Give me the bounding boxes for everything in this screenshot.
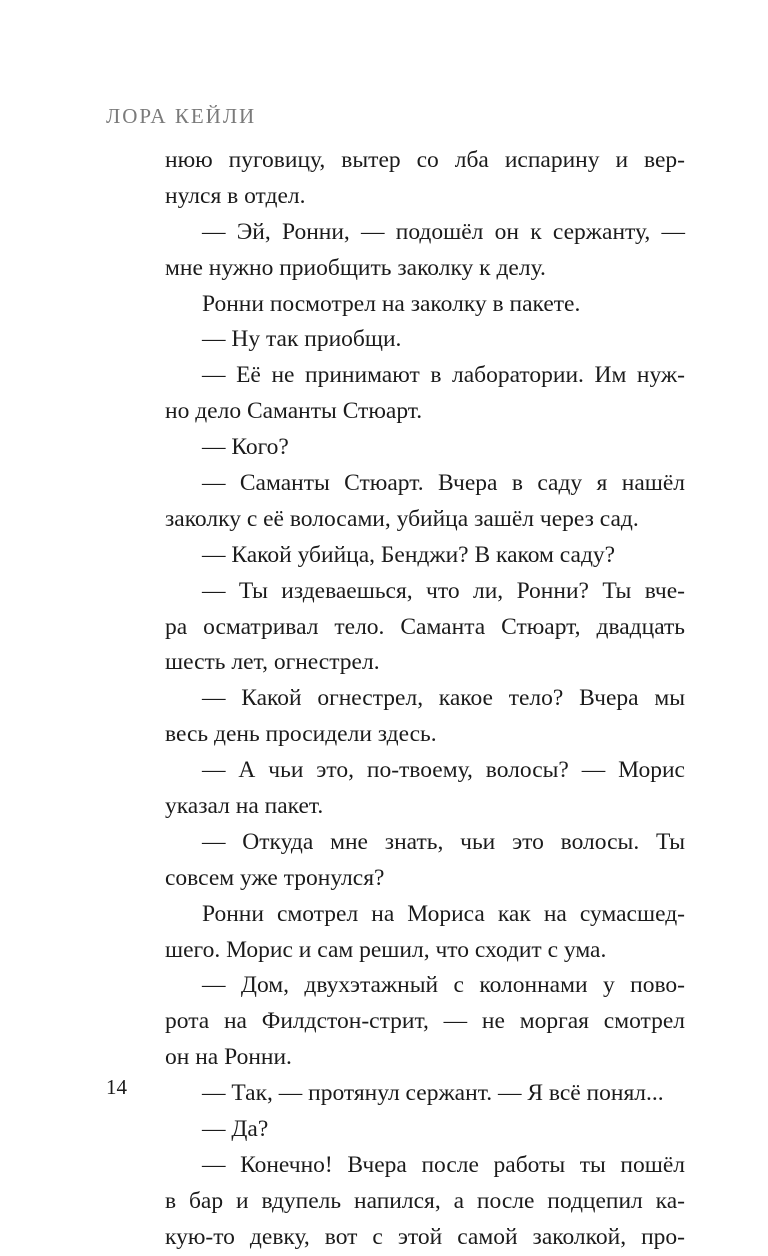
text-line: Ронни смотрел на Мориса как на сумасшед-: [202, 900, 685, 927]
text-line: шего. Морис и сам решил, что сходит с ума.: [165, 936, 607, 963]
text-line: он на Ронни.: [165, 1044, 292, 1071]
text-line: нулся в отдел.: [165, 182, 306, 209]
text-line: весь день просидели здесь.: [165, 721, 437, 748]
text-line: заколку с её волосами, убийца зашёл через сад.: [165, 505, 639, 532]
body-text: [165, 143, 685, 1256]
text-line: — Ты издеваешься, что ли, Ронни? Ты вче-: [202, 577, 685, 604]
text-line: — Да?: [202, 1116, 269, 1143]
text-line: — Конечно! Вчера после работы ты пошёл: [202, 1151, 685, 1178]
text-line: — Её не принимают в лаборатории. Им нуж-: [202, 362, 685, 389]
text-line: — Какой огнестрел, какое тело? Вчера мы: [202, 685, 685, 712]
text-line: шесть лет, огнестрел.: [165, 649, 380, 676]
text-line: указал на пакет.: [165, 793, 324, 820]
text-line: — Кого?: [202, 434, 289, 461]
text-line: — А чьи это, по-твоему, волосы? — Морис: [202, 757, 685, 784]
running-head: ЛОРА КЕЙЛИ: [106, 104, 257, 128]
page-number: 14: [106, 1075, 127, 1099]
text-line: — Саманты Стюарт. Вчера в саду я нашёл: [202, 470, 685, 497]
text-line: но дело Саманты Стюарт.: [165, 398, 423, 425]
text-line: нюю пуговицу, вытер со лба испарину и вер-: [165, 147, 685, 173]
text-line: — Эй, Ронни, — подошёл он к сержанту, —: [202, 218, 685, 245]
text-line: — Откуда мне знать, чьи это волосы. Ты: [202, 828, 685, 855]
text-line: — Какой убийца, Бенджи? В каком саду?: [202, 541, 616, 568]
text-line: мне нужно приобщить заколку к делу.: [165, 254, 546, 281]
text-line: — Так, — протянул сержант. — Я всё понял...: [202, 1080, 664, 1107]
text-line: рота на Филдстон-стрит, — не моргая смотрел: [165, 1008, 685, 1035]
text-line: — Ну так приобщи.: [202, 326, 402, 353]
text-line: — Дом, двухэтажный с колоннами у пово-: [202, 972, 685, 999]
text-line: ра осматривал тело. Саманта Стюарт, двадцать: [165, 613, 685, 640]
text-line: совсем уже тронулся?: [165, 864, 385, 891]
text-line: кую-то девку, вот с этой самой заколкой, про-: [165, 1223, 685, 1250]
text-line: Ронни посмотрел на заколку в пакете.: [202, 290, 581, 317]
text-line: в бар и вдупель напился, а после подцепил ка-: [165, 1187, 685, 1214]
